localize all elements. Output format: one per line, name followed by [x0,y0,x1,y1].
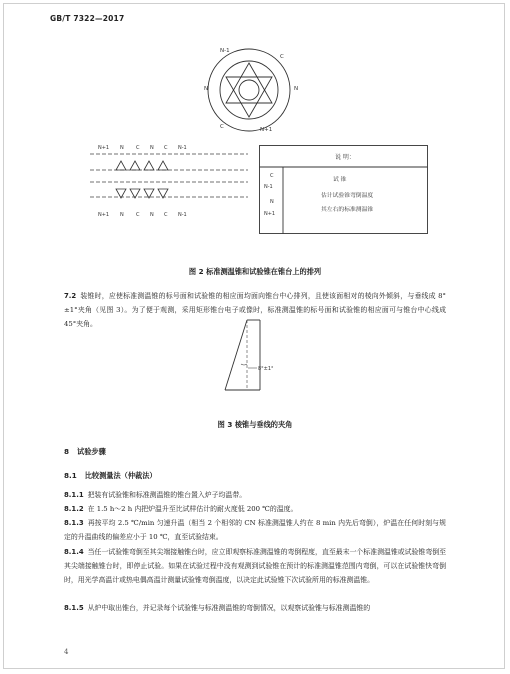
legend-symbol-n: N [270,199,274,205]
row-bottom-label-0: N+1 [98,212,110,218]
paragraph-8-1-3 [64,516,446,544]
para-number: 8.1.3 [64,519,84,527]
row-bottom-label-1: N [120,212,124,218]
page-number: 4 [64,648,69,656]
paragraph-8-1-2 [64,502,446,516]
section-8-heading [64,447,114,457]
circle-label-c-top: C [280,54,284,60]
figure2-circle-diagram [200,46,310,136]
figure2-caption: 图 2 标准测温锥和试验锥在锥台上的排列 [188,267,322,276]
para-number: 8.1.2 [64,505,84,513]
row-top-label-3: N [150,145,154,151]
row-top-label-5: N-1 [178,145,187,151]
para-text: 把装有试验锥和标准测温锥的锥台置入炉子均温带。 [87,491,247,499]
para-number: 8.1.5 [64,604,84,612]
legend-item-adjacent-cones: 其左右的标准测温锥 [321,207,374,213]
row-top-label-0: N+1 [98,145,110,151]
circle-label-top: N-1 [220,48,230,54]
paragraph-8-1-4 [64,545,446,588]
legend-item-test-cone: 试 锥 [333,177,347,183]
para-text: 装锥时，应使标准测温锥的标号面和试验锥的相应面均面向锥台中心排列，且使该面相对的棱向外倾斜，与垂线成 8°±1°夹角（见图 3）。为了便于观测，采用矩形锥台电子或像时，标准测温锥的标号面和试验锥的相应面可与锥台中心线成 45°夹角。 [64,292,446,329]
circle-label-right: N [294,86,299,92]
section-title: 比较测量法（仲裁法） [84,471,157,480]
figure2-row-diagram [90,143,250,225]
angle-label: 8°±1° [258,366,274,372]
para-text: 再按平均 2.5 ℃/min 匀速升温（相当 2 个相邻的 CN 标准测温锥人约在 8 min 内先后弯倒），炉温在任何时刻与规定的升温曲线的偏差应小于 10 ℃，直至试验结束。 [64,519,446,542]
figure3-caption: 图 3 棱锥与垂线的夹角 [217,420,293,429]
legend-item-estimated-temp: 估计试验锥弯倒温度 [321,193,374,199]
section-title: 试验步骤 [77,447,106,456]
legend-symbol-n-minus-1: N-1 [264,184,273,190]
legend-symbol-n-plus-1: N+1 [264,211,276,217]
circle-label-c-bottom: C [220,124,224,130]
row-bottom-label-2: C [136,212,140,218]
section-8-1-heading [64,471,165,481]
section-number: 8.1 [64,471,77,480]
row-top-label-2: C [136,145,140,151]
para-number: 7.2 [64,292,77,300]
row-bottom-label-4: C [164,212,168,218]
legend-header: 说 明： [335,154,355,161]
legend-symbol-c: C [270,173,274,179]
row-top-label-1: N [120,145,124,151]
circle-label-left: N [204,86,209,92]
paragraph-8-1-5 [64,601,446,615]
figure3-cone-diagram [222,318,292,400]
paragraph-8-1-1 [64,488,446,502]
para-number: 8.1.4 [64,548,84,556]
circle-label-bottom: N+1 [260,127,273,133]
para-text: 在 1.5 h～2 h 内把炉温升至比试样估计的耐火度低 200 ℃的温度。 [87,505,298,513]
figure2-legend-table [259,145,429,235]
row-bottom-label-3: N [150,212,154,218]
row-bottom-label-5: N-1 [178,212,187,218]
section-number: 8 [64,447,70,456]
row-top-label-4: C [164,145,168,151]
para-number: 8.1.1 [64,491,84,499]
standard-number: GB/T 7322—2017 [50,14,125,23]
para-text: 从炉中取出锥台，并记录每个试验锥与标准测温锥的弯倒情况，以观察试验锥与标准测温锥的 [87,604,371,612]
para-text: 当任一试验锥弯倒至其尖端接触锥台时，应立即观察标准测温锥的弯倒程度，直至最末一个标准测温锥或试验锥弯倒至其尖端接触锥台时，即停止试验。如果在试验过程中没有观测到试验锥在预计的标准测温锥范围内弯倒，可以在试验锥快弯倒时，用光学高温计或热电偶高温计测量试验锥弯倒温度，以决定此试验锥下次试验所用的标准测温锥。 [64,548,446,585]
